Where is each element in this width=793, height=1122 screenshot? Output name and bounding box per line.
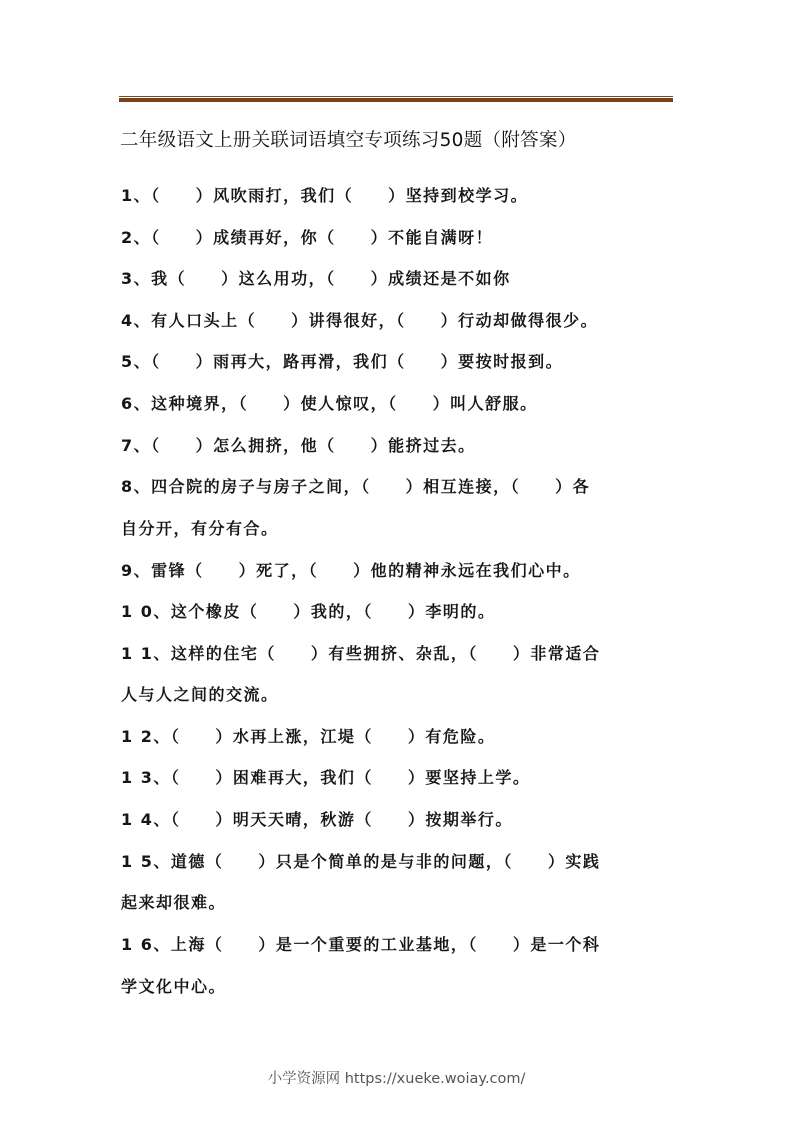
exercise-line-q7: 7、（ ）怎么拥挤，他（ ）能挤过去。 [121,436,476,455]
header-rule-thin [119,96,673,97]
exercise-line-q10: 1 0、这个橡皮（ ）我的，（ ）李明的。 [121,602,496,621]
exercise-line-q8a: 8、四合院的房子与房子之间，（ ）相互连接，（ ）各 [121,477,591,496]
exercise-line-q16a: 1 6、上海（ ）是一个重要的工业基地，（ ）是一个科 [121,935,601,954]
exercise-line-q15a: 1 5、道德（ ）只是个简单的是与非的问题，（ ）实践 [121,852,601,871]
footer-watermark: 小学资源网 https://xueke.woiay.com/ [267,1071,526,1087]
exercise-line-q9: 9、雷锋（ ）死了，（ ）他的精神永远在我们心中。 [121,561,581,580]
exercise-line-q5: 5、（ ）雨再大，路再滑，我们（ ）要按时报到。 [121,352,564,371]
exercise-line-q15b: 起来却很难。 [121,893,227,912]
exercise-line-q16b: 学文化中心。 [121,977,227,996]
exercise-line-q8b: 自分开，有分有合。 [121,519,279,538]
exercise-line-q11a: 1 1、这样的住宅（ ）有些拥挤、杂乱，（ ）非常适合 [121,644,601,663]
exercise-line-q14: 1 4、（ ）明天天晴，秋游（ ）按期举行。 [121,810,513,829]
exercise-line-q6: 6、这种境界，（ ）使人惊叹，（ ）叫人舒服。 [121,394,538,413]
exercise-line-q3: 3、我（ ）这么用功，（ ）成绩还是不如你 [121,269,511,288]
header-rule-thick [119,98,673,102]
exercise-line-q1: 1、（ ）风吹雨打，我们（ ）坚持到校学习。 [121,186,529,205]
exercise-line-q4: 4、有人口头上（ ）讲得很好，（ ）行动却做得很少。 [121,311,599,330]
exercise-line-q12: 1 2、（ ）水再上涨，江堤（ ）有危险。 [121,727,496,746]
exercise-line-q11b: 人与人之间的交流。 [121,685,279,704]
document-title: 二年级语文上册关联词语填空专项练习50题（附答案） [120,130,577,151]
exercise-line-q13: 1 3、（ ）困难再大，我们（ ）要坚持上学。 [121,768,531,787]
exercise-line-q2: 2、（ ）成绩再好，你（ ）不能自满呀！ [121,228,494,247]
